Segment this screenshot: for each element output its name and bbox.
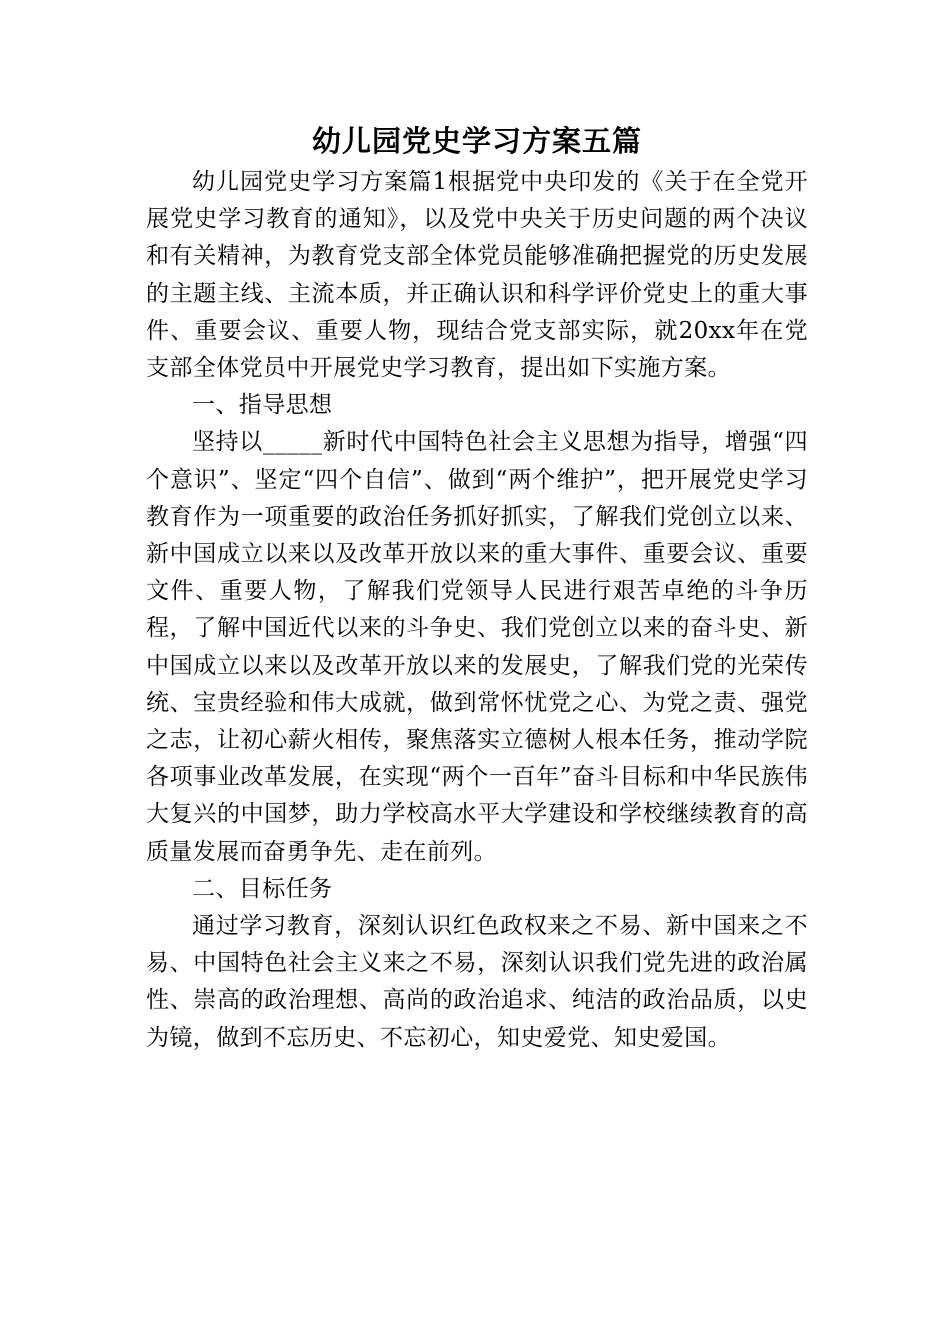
document-title: 幼儿园党史学习方案五篇 <box>311 124 642 158</box>
intro-paragraph: 幼儿园党史学习方案篇1根据党中央印发的《关于在全党开展党史学习教育的通知》，以及党中央关于历史问题的两个决议和有关精神，为教育党支部全体党员能够准确把握党的历史发展的主题主线、主流本质，并正确认识和科学评价党史上的重大事件、重要会议、重要人物，现结合党支部实际，就20xx年在党支部全体党员中开展党史学习教育，提出如下实施方案。 <box>146 169 808 382</box>
section-body-goals-tasks: 通过学习教育，深刻认识红色政权来之不易、新中国来之不易、中国特色社会主义来之不易，深刻认识我们党先进的政治属性、崇高的政治理想、高尚的政治追求、纯洁的政治品质，以史为镜，做到不忘历史、不忘初心，知史爱党、知史爱国。 <box>146 913 808 1051</box>
section-heading-guiding-ideology: 一、指导思想 <box>192 392 333 419</box>
document-page <box>146 118 808 1057</box>
section-body-guiding-ideology: 坚持以_____新时代中国特色社会主义思想为指导，增强“四个意识”、坚定“四个自信”、做到“两个维护”，把开展党史学习教育作为一项重要的政治任务抓好抓实，了解我们党创立以来、新中国成立以来以及改革开放以来的重大事件、重要会议、重要文件、重要人物，了解我们党领导人民进行艰苦卓绝的斗争历程，了解中国近代以来的斗争史、我们党创立以来的奋斗史、新中国成立以来以及改革开放以来的发展史，了解我们党的光荣传统、宝贵经验和伟大成就，做到常怀忧党之心、为党之责、强党之志，让初心薪火相传，聚焦落实立德树人根本任务，推动学院各项事业改革发展，在实现“两个一百年”奋斗目标和中华民族伟大复兴的中国梦，助力学校高水平大学建设和学校继续教育的高质量发展而奋勇争先、走在前列。 <box>146 429 808 865</box>
section-heading-goals-tasks: 二、目标任务 <box>192 875 333 902</box>
